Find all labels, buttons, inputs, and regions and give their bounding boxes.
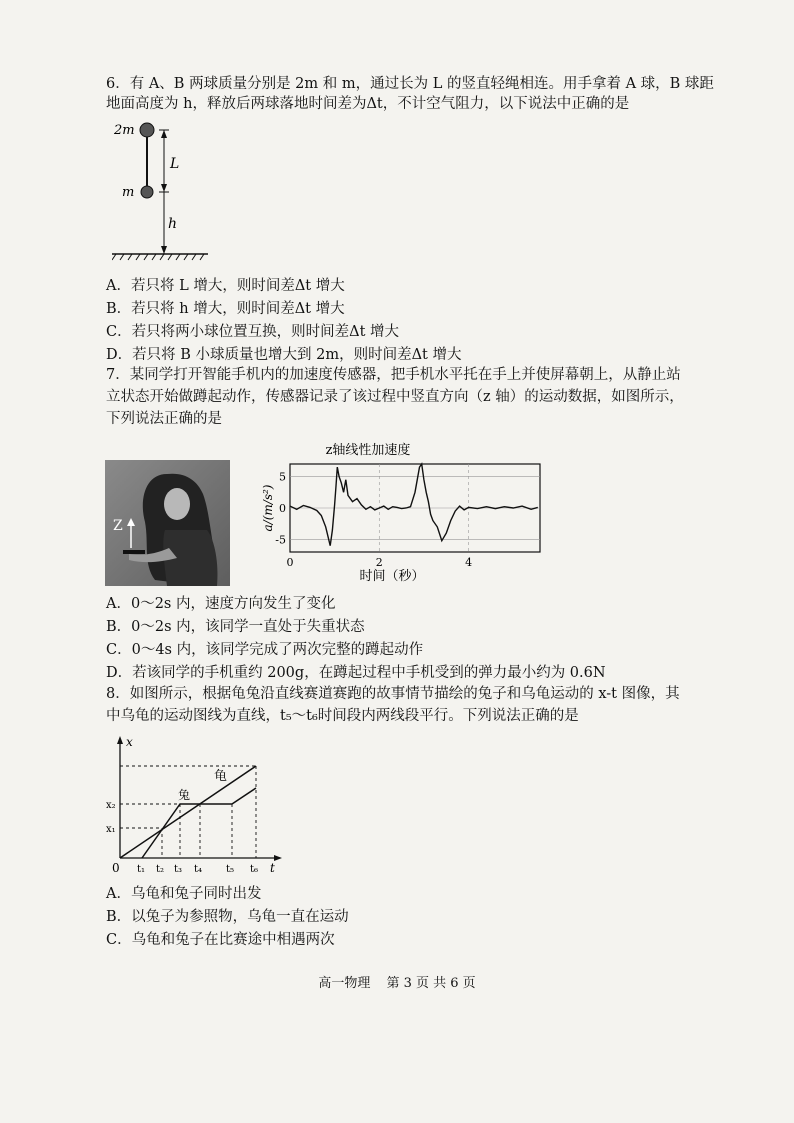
q8-option-b: B．以兔子为参照物，乌龟一直在运动 (106, 909, 349, 925)
q8-xtick-t1: t₁ (137, 864, 146, 875)
tortoise-line (120, 766, 256, 858)
q6-option-b: B．若只将 h 增大，则时间差Δt 增大 (106, 301, 345, 317)
q6-stem-line2: 地面高度为 h，释放后两球落地时间差为Δt，不计空气阻力，以下说法中正确的是 (106, 96, 630, 112)
q6-option-c: C．若只将两小球位置互换，则时间差Δt 增大 (106, 324, 400, 340)
q7-stem-line1: 7．某同学打开智能手机内的加速度传感器，把手机水平托在手上并使屏幕朝上，从静止站 (106, 367, 681, 383)
q8-label-rabbit: 兔 (178, 788, 191, 802)
q8-label-tortoise: 龟 (214, 769, 228, 784)
chart-ytick-label: 5 (279, 470, 286, 484)
q6-label-m: m (122, 185, 135, 200)
q7-option-b: B．0～2s 内，该同学一直处于失重状态 (106, 619, 365, 635)
chart-series-line (290, 464, 538, 546)
q6-label-h: h (168, 216, 178, 232)
footer-page: 第 3 页 共 6 页 (386, 976, 476, 991)
ball-a (140, 123, 154, 137)
phone (123, 550, 145, 554)
chart-xtick-label: 2 (375, 556, 383, 569)
q8-ytick-x2: x₂ (106, 800, 116, 811)
acceleration-chart (250, 438, 550, 588)
rabbit-line (142, 788, 256, 858)
q8-ytick-x1: x₁ (106, 824, 116, 835)
q7-option-a: A．0～2s 内，速度方向发生了变化 (106, 596, 336, 612)
q8-stem-line1: 8．如图所示，根据龟兔沿直线赛道赛跑的故事情节描绘的兔子和乌龟运动的 x-t 图像，其 (106, 686, 680, 702)
q7-stem-line2: 立状态开始做蹲起动作，传感器记录了该过程中竖直方向（z 轴）的运动数据，如图所示， (106, 389, 684, 405)
chart-ylabel: a/(m/s²) (261, 484, 275, 532)
chart-ytick-label: -5 (275, 533, 286, 547)
photo-z-label: Z (113, 518, 123, 534)
q8-xtick-t6: t₆ (250, 864, 259, 875)
page-footer (0, 972, 794, 991)
q8-stem-line2: 中乌龟的运动图线为直线，t₅～t₆时间段内两线段平行。下列说法正确的是 (106, 708, 579, 724)
chart-xtick-label: 0 (286, 556, 294, 569)
q7-photo (105, 460, 230, 586)
q8-origin: 0 (112, 861, 120, 875)
chart-xlabel: 时间（秒） (359, 569, 425, 584)
q6-option-d: D．若只将 B 小球质量也增大到 2m，则时间差Δt 增大 (106, 347, 462, 363)
q6-label-L: L (170, 156, 180, 172)
q6-label-2m: 2m (114, 123, 135, 138)
footer-subject: 高一物理 (318, 976, 371, 991)
q7-stem-line3: 下列说法正确的是 (106, 411, 222, 427)
q8-option-c: C．乌龟和兔子在比赛途中相遇两次 (106, 932, 335, 948)
chart-ytick-label: 0 (279, 502, 286, 515)
q8-xtick-t3: t₃ (174, 864, 183, 875)
q8-xtick-t4: t₄ (194, 864, 203, 875)
q8-axis-t: t (270, 861, 275, 875)
q7-option-d: D．若该同学的手机重约 200g，在蹲起过程中手机受到的弹力最小约为 0.6N (106, 665, 606, 681)
q8-xtick-t2: t₂ (156, 864, 165, 875)
chart-xtick-label: 4 (465, 556, 473, 569)
face (164, 488, 190, 520)
q8-xtick-t5: t₅ (226, 864, 235, 875)
q8-option-a: A．乌龟和兔子同时出发 (106, 886, 262, 902)
chart-title: z轴线性加速度 (325, 443, 411, 458)
q8-xt-graph (106, 732, 286, 882)
ball-b (141, 186, 153, 198)
q6-option-a: A．若只将 L 增大，则时间差Δt 增大 (106, 278, 345, 294)
q7-option-c: C．0～4s 内，该同学完成了两次完整的蹲起动作 (106, 642, 424, 658)
q6-stem-line1: 6．有 A、B 两球质量分别是 2m 和 m，通过长为 L 的竖直轻绳相连。用手拿着 A 球，B 球距 (106, 76, 714, 92)
q6-figure (112, 118, 222, 270)
q8-axis-x: x (126, 735, 133, 749)
